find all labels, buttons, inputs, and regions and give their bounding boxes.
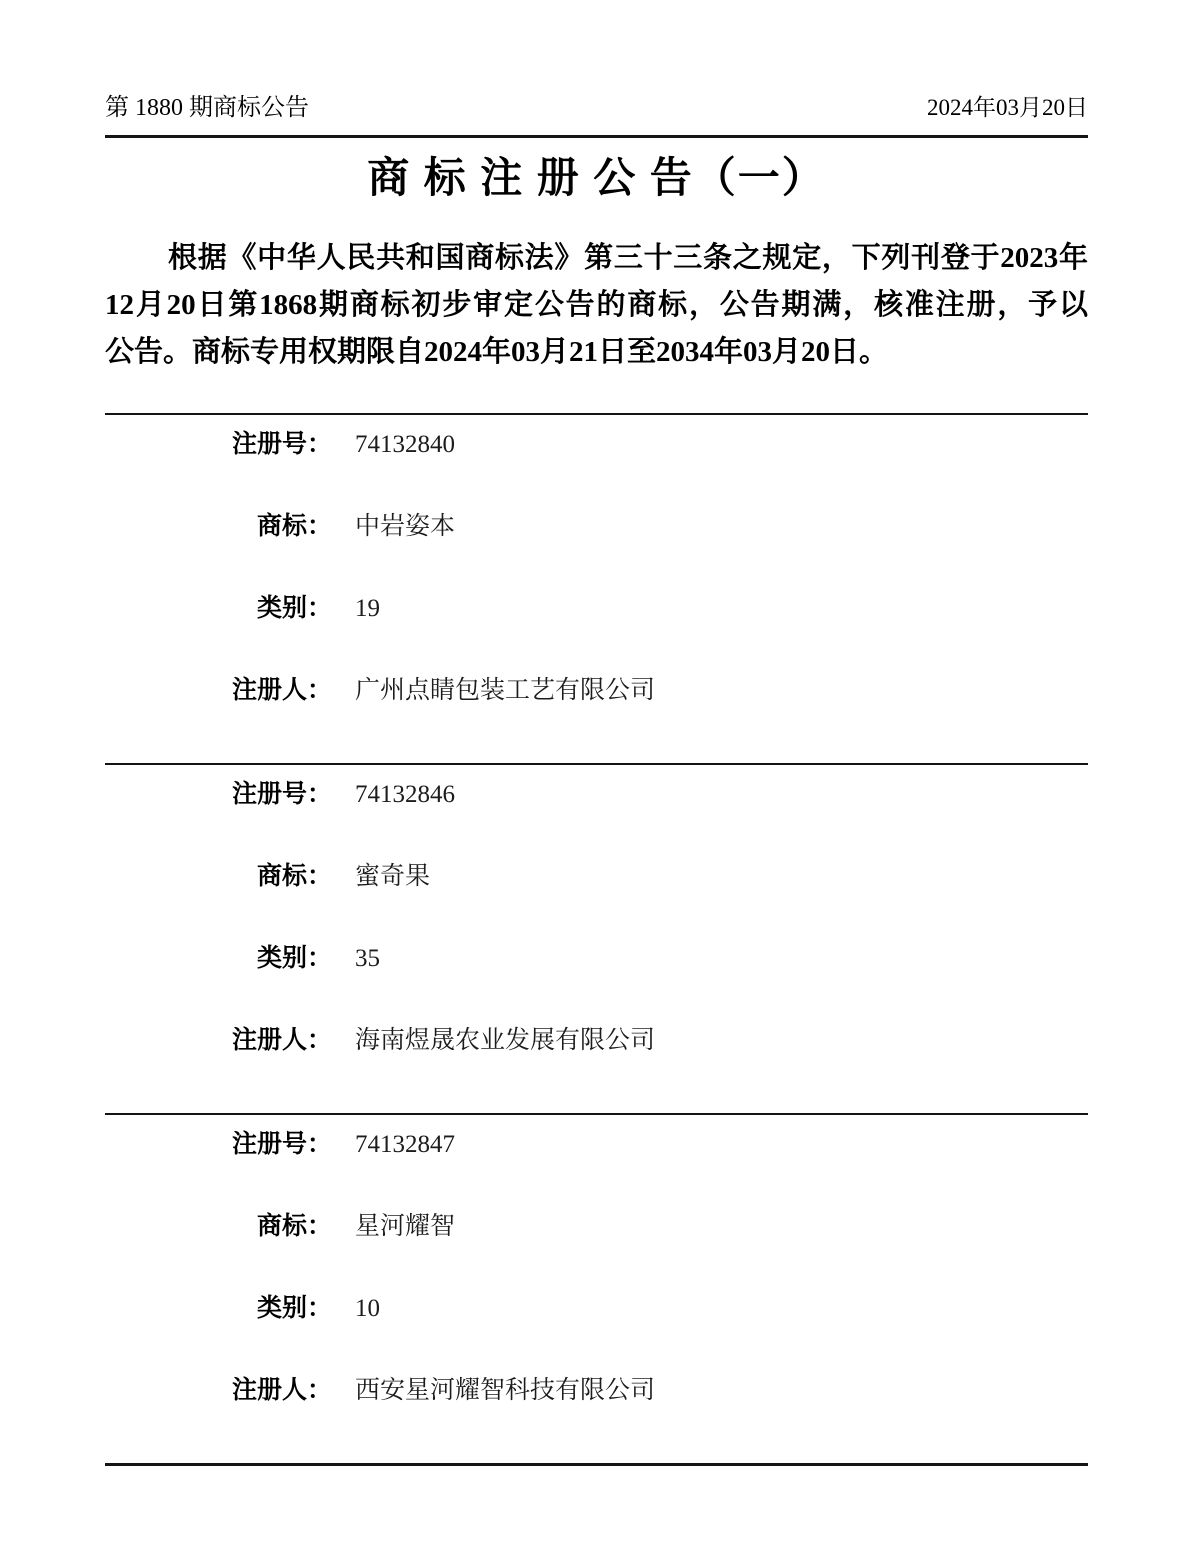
trademark-record-1 [105,413,1088,763]
page-content [105,0,1088,1466]
category-label: 类别： [256,595,332,622]
category-row [105,592,1088,625]
reg-no-row [105,778,1088,811]
trademark-row [105,1210,1088,1243]
trademark-value: 星河耀智 [355,1213,456,1240]
reg-no-value: 74132840 [355,431,455,458]
category-label: 类别： [256,945,332,972]
reg-no-label: 注册号： [231,781,332,808]
trademark-record-2 [105,763,1088,1113]
page-header [105,0,1088,122]
header-divider [105,135,1088,138]
registrant-row [105,674,1088,707]
trademark-label: 商标： [256,1213,332,1240]
trademark-row [105,860,1088,893]
reg-no-row [105,1128,1088,1161]
gazette-issue-label: 第 1880 期商标公告 [105,95,309,121]
category-value: 10 [355,1295,380,1322]
category-value: 19 [355,595,380,622]
trademark-record-3 [105,1113,1088,1463]
intro-paragraph [105,235,1088,376]
category-row [105,1292,1088,1325]
registrant-value: 海南煜晟农业发展有限公司 [355,1027,656,1054]
category-value: 35 [355,945,380,972]
trademark-label: 商标： [256,513,332,540]
category-label: 类别： [256,1295,332,1322]
reg-no-label: 注册号： [231,1131,332,1158]
registrant-label: 注册人： [231,1027,332,1054]
reg-no-label: 注册号： [231,431,332,458]
reg-no-row [105,428,1088,461]
registrant-value: 西安星河耀智科技有限公司 [355,1377,656,1404]
registrant-row [105,1024,1088,1057]
intro-line-2: 12月20日第1868期商标初步审定公告的商标，公告期满，核准注册，予以 [105,289,1088,321]
trademark-value: 中岩姿本 [355,513,456,540]
page-title: 商 标 注 册 公 告（一） [367,156,826,202]
trademark-value: 蜜奇果 [355,863,431,890]
registrant-label: 注册人： [231,677,332,704]
registrant-row [105,1374,1088,1407]
registrant-value: 广州点睛包装工艺有限公司 [355,677,656,704]
records-list [105,413,1088,1466]
registrant-label: 注册人： [231,1377,332,1404]
intro-line-1: 根据《中华人民共和国商标法》第三十三条之规定，下列刊登于2023年 [168,242,1088,274]
trademark-row [105,510,1088,543]
reg-no-value: 74132847 [355,1131,455,1158]
gazette-date-label: 2024年03月20日 [927,95,1088,120]
reg-no-value: 74132846 [355,781,455,808]
intro-line-3: 公告。商标专用权期限自2024年03月21日至2034年03月20日。 [105,336,889,368]
trademark-label: 商标： [256,863,332,890]
category-row [105,942,1088,975]
